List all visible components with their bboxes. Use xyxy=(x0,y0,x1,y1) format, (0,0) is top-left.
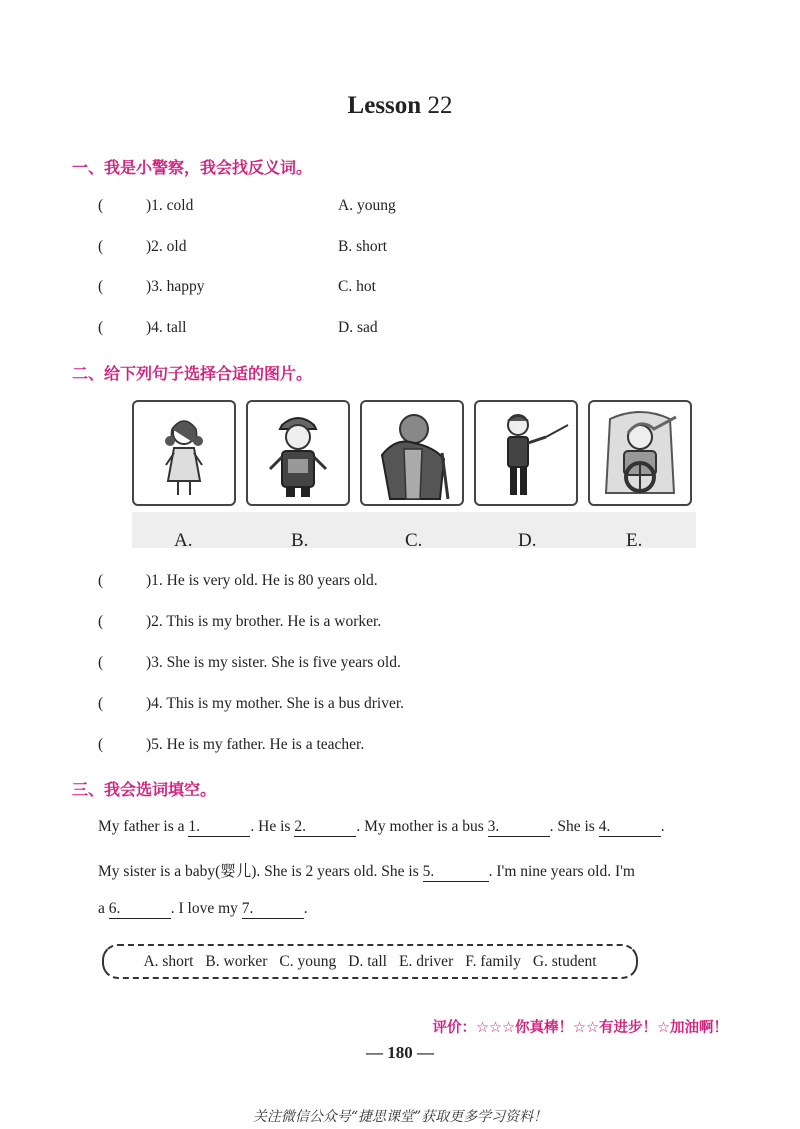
worker-icon xyxy=(248,402,348,504)
picture-a xyxy=(132,400,236,506)
page-title: Lesson 22 xyxy=(347,92,453,119)
picture-label-b: B. xyxy=(291,530,309,551)
section2-heading: 二、给下列句子选择合适的图片。 xyxy=(72,364,313,383)
picture-label-a: A. xyxy=(174,530,193,551)
section3-heading: 三、我会选词填空。 xyxy=(72,780,217,799)
old-man-icon xyxy=(362,402,462,504)
blank-2[interactable]: 2. xyxy=(294,818,356,837)
q1-option: A. young xyxy=(338,197,396,214)
evaluation-text: 评价：☆☆☆你真棒！☆☆有进步！☆加油啊！ xyxy=(432,1020,728,1036)
blank-1[interactable]: 1. xyxy=(188,818,250,837)
teacher-icon xyxy=(476,402,576,504)
q4-option: D. sad xyxy=(338,319,378,336)
picture-b xyxy=(246,400,350,506)
picture-d xyxy=(474,400,578,506)
girl-icon xyxy=(134,402,234,504)
picture-label-e: E. xyxy=(626,530,643,551)
q1-row: ( )1. cold xyxy=(98,197,194,214)
sentence-1: ( )1. He is very old. He is 80 years old. xyxy=(98,572,378,589)
sentence-4: ( )4. This is my mother. She is a bus driver. xyxy=(98,695,405,712)
word-option: E. driver xyxy=(399,952,454,970)
sentence-5: ( )5. He is my father. He is a teacher. xyxy=(98,736,365,753)
q2-row: ( )2. old xyxy=(98,238,187,255)
fill-line-1: My father is a 1. . He is 2. . My mother is a bus 3. . She is 4. . xyxy=(98,818,665,835)
q3-option: C. hot xyxy=(338,278,376,295)
word-option: G. student xyxy=(532,952,597,970)
fill-line-3: a 6. . I love my 7. . xyxy=(98,900,308,917)
word-option: A. short xyxy=(143,952,194,970)
page-number: — 180 — xyxy=(366,1043,434,1062)
blank-6[interactable]: 6. xyxy=(109,900,171,919)
sentence-2: ( )2. This is my brother. He is a worker. xyxy=(98,613,382,630)
word-option: F. family xyxy=(465,952,521,970)
word-option: D. tall xyxy=(348,952,387,970)
blank-3[interactable]: 3. xyxy=(488,818,550,837)
footer-note: 关注微信公众号“捷思课堂”获取更多学习资料！ xyxy=(252,1109,548,1125)
picture-e xyxy=(588,400,692,506)
sentence-3: ( )3. She is my sister. She is five years old. xyxy=(98,654,401,671)
q3-row: ( )3. happy xyxy=(98,278,205,295)
picture-label-d: D. xyxy=(518,530,537,551)
picture-c xyxy=(360,400,464,506)
q2-option: B. short xyxy=(338,238,388,255)
section1-heading: 一、我是小警察，我会找反义词。 xyxy=(72,158,313,177)
blank-4[interactable]: 4. xyxy=(599,818,661,837)
blank-7[interactable]: 7. xyxy=(242,900,304,919)
word-bank xyxy=(102,944,638,979)
picture-label-c: C. xyxy=(405,530,423,551)
blank-5[interactable]: 5. xyxy=(423,863,489,882)
bus-driver-icon xyxy=(590,402,690,504)
fill-line-2: My sister is a baby(婴儿). She is 2 years old. She is 5. . I'm nine years old. I'm xyxy=(98,863,635,880)
word-option: C. young xyxy=(279,952,337,970)
q4-row: ( )4. tall xyxy=(98,319,187,336)
word-option: B. worker xyxy=(205,952,268,970)
